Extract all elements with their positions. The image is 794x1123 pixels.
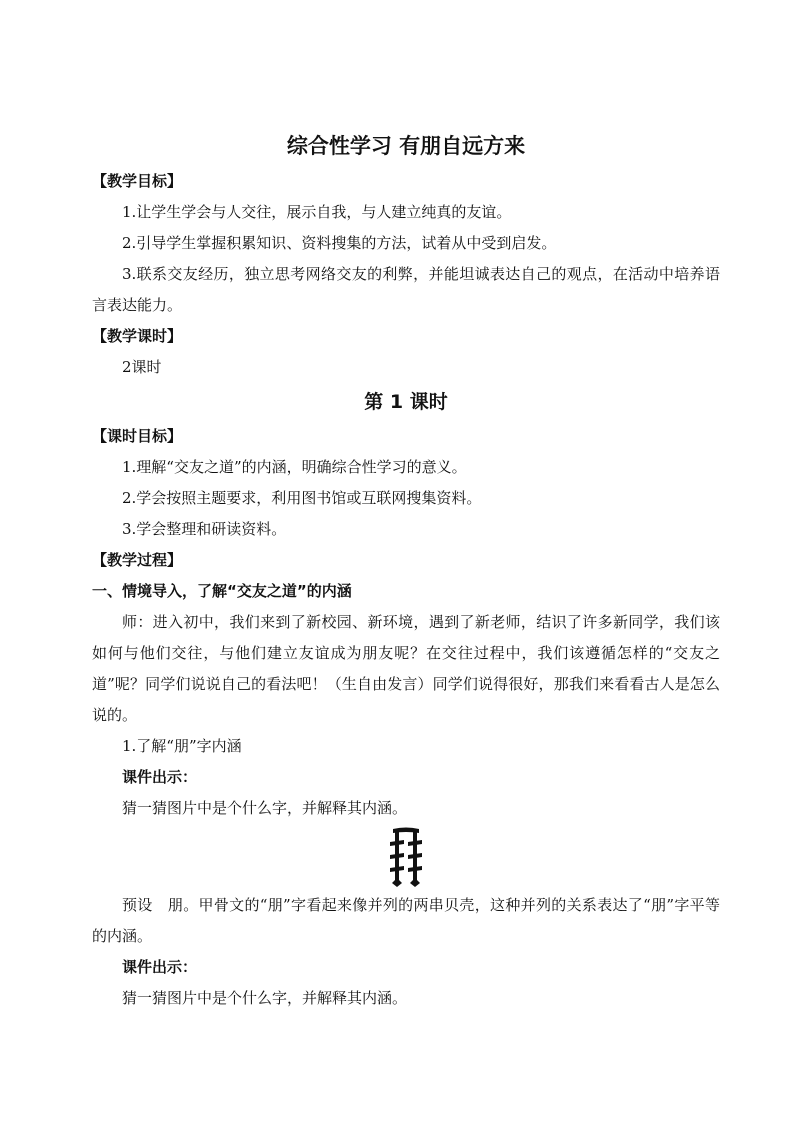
- lesson-title: 第 1 课时: [364, 391, 448, 413]
- goal-item: 1.让学生学会与人交往，展示自我，与人建立纯真的友谊。: [122, 203, 512, 221]
- section1-paragraph: 师：进入初中，我们来到了新校园、新环境，遇到了新老师，结识了许多新同学，我们该如何与他们交往，与他们建立友谊成为朋友呢？在交往过程中，我们该遵循怎样的“交友之道”呢？同学们说说自己的看法吧！（生自由发言）同学们说得很好，那我们来看看古人是怎么说的。: [92, 613, 720, 724]
- section1-heading: 一、情境导入，了解“交友之道”的内涵: [92, 582, 352, 600]
- guess-prompt: 猜一猜图片中是个什么字，并解释其内涵。: [122, 799, 408, 817]
- courseware-label: 课件出示：: [122, 958, 198, 976]
- goals-heading: 【教学目标】: [92, 172, 183, 190]
- process-heading: 【教学过程】: [92, 551, 183, 569]
- document-title: 综合性学习 有朋自远方来: [286, 134, 526, 158]
- guess-prompt: 猜一猜图片中是个什么字，并解释其内涵。: [122, 989, 408, 1007]
- hours-heading: 【教学课时】: [92, 327, 183, 345]
- glyph-figure: [92, 824, 720, 890]
- lesson-goal-item: 1.理解“交友之道”的内涵，明确综合性学习的意义。: [122, 458, 467, 476]
- lesson-goal-item: 3.学会整理和研读资料。: [122, 520, 287, 538]
- document-page: [92, 128, 720, 1014]
- lesson-goal-item: 2.学会按照主题要求，利用图书馆或互联网搜集资料。: [122, 489, 482, 507]
- goal-item: 3.联系交友经历，独立思考网络交友的利弊，并能坦诚表达自己的观点，在活动中培养语言表达能力。: [92, 265, 720, 314]
- preset-paragraph: 预设 朋。甲骨文的“朋”字看起来像并列的两串贝壳，这种并列的关系表达了“朋”字平等的内涵。: [92, 896, 720, 945]
- courseware-label: 课件出示：: [122, 768, 198, 786]
- hours-value: 2课时: [122, 358, 162, 376]
- goal-item: 2.引导学生掌握积累知识、资料搜集的方法，试着从中受到启发。: [122, 234, 557, 252]
- oracle-bone-peng-icon: [386, 826, 426, 888]
- lesson-goals-heading: 【课时目标】: [92, 427, 183, 445]
- item1: 1.了解“朋”字内涵: [122, 737, 242, 755]
